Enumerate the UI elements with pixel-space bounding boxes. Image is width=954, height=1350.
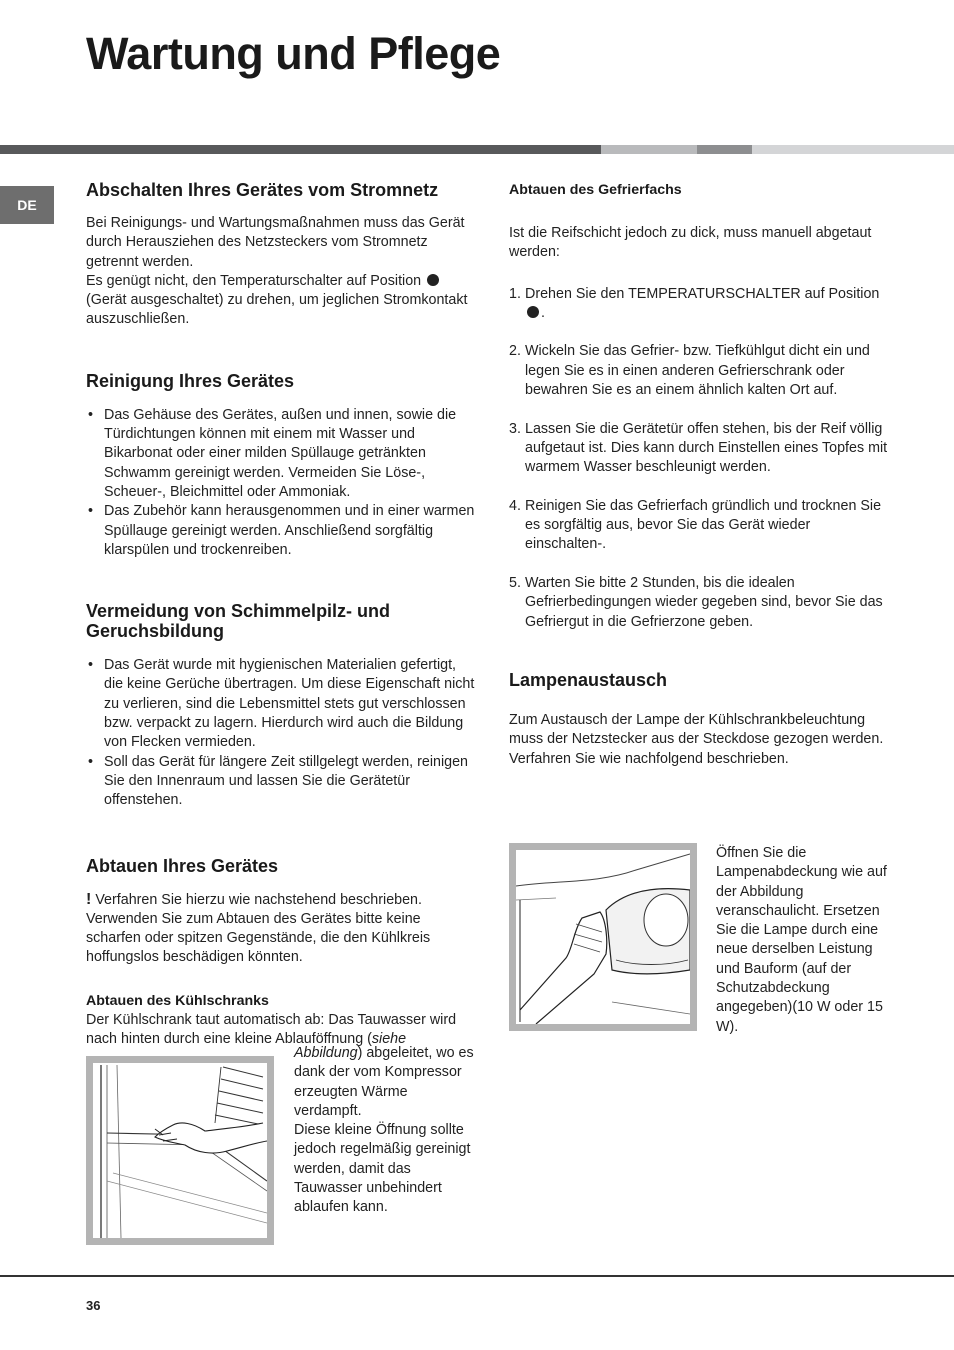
lamp-illustration [516, 850, 690, 1024]
fridge-defrost-text: Der Kühlschrank taut automatisch ab: Das Tauwasser wird nach hinten durch eine kleine Ablauföffnung ( [86, 1011, 457, 1048]
freezer-steps [509, 285, 891, 632]
list-item: • Das Gerät wurde mit hygienischen Materialien gefertigt, die keine Gerüche übertragen. Um diese Eigenschaft nicht zu verlieren, sind die Lebensmittel stets gut verschlossen bzw. verpackt zu lagern. Hierdurch wird auch die Bildung von Flecken vermieden. [86, 656, 476, 752]
list-item [509, 420, 891, 478]
page-number: 36 [86, 1298, 101, 1313]
figure-text-1: ) abgeleitet, wo es dank der vom Kompressor erzeugten Wärme verdampft. [294, 1045, 474, 1119]
power-paragraph-2 [86, 272, 476, 330]
lamp-figure [509, 843, 697, 1031]
step-text: Warten Sie bitte 2 Stunden, bis die idealen Gefrierbedingungen wieder gegeben sind, bevor Sie das Gefriergut in die Gefrierzone geben. [525, 575, 883, 630]
section-heading-power: Abschalten Ihres Gerätes vom Stromnetz [86, 180, 439, 200]
step-text: Reinigen Sie das Gefrierfach gründlich und trocknen Sie es sorgfältig aus, bevor Sie das Gerät wieder einschalten-. [525, 497, 882, 553]
position-off-icon [427, 274, 439, 286]
language-tab: DE [0, 186, 54, 224]
see-reference: siehe [371, 1031, 407, 1048]
fridge-defrost-heading: Abtauen des Kühlschranks [86, 992, 269, 1009]
fridge-drain-figure [86, 1056, 274, 1245]
list-item: • Das Zubehör kann herausgenommen und in einer warmen Spüllauge gereinigt werden. Anschließend sorgfältig klarspülen und trockenreiben. [86, 502, 476, 560]
list-item: • Das Gehäuse des Gerätes, außen und innen, sowie die Türdichtungen können mit einem mit Wasser und Bikarbonat oder einer milden Spüllauge getränkten Schwamm gereinigt werden. Vermeiden Sie Löse-, Scheuer-, Bleichmittel oder Ammoniak. [86, 406, 476, 502]
step-text: Drehen Sie den TEMPERATURSCHALTER auf Position [525, 285, 880, 302]
footer-rule [0, 1275, 954, 1277]
step-number: 3. [509, 420, 521, 437]
power-paragraph-2a: Es genügt nicht, den Temperaturschalter auf Position [86, 272, 422, 289]
list-item [509, 342, 891, 400]
list-item: • Soll das Gerät für längere Zeit stillgelegt werden, reinigen Sie den Innenraum und lassen Sie die Gerätetür offenstehen. [86, 753, 476, 811]
step-number: 4. [509, 497, 521, 514]
right-column [509, 181, 891, 769]
list-item [509, 574, 891, 632]
mold-list [86, 656, 476, 810]
step-number: 1. [509, 285, 521, 302]
defrost-paragraph [86, 890, 476, 968]
header-rule-gray [697, 145, 752, 154]
header-rule-dark [0, 145, 601, 154]
section-heading-mold: Vermeidung von Schimmelpilz- und Geruchsbildung [86, 601, 391, 642]
defrost-text: Verfahren Sie hierzu wie nachstehend beschrieben. Verwenden Sie zum Abtauen des Gerätes bitte keine scharfen oder spitzen Gegenstände, die den Kühlkreis hoffungslos beschädigen könnten. [86, 891, 431, 966]
power-paragraph-2b: (Gerät ausgeschaltet) zu drehen, um jeglichen Stromkontakt auszuschließen. [86, 292, 468, 328]
list-item [509, 285, 891, 324]
list-item [509, 497, 891, 555]
freezer-defrost-heading: Abtauen des Gefrierfachs [509, 182, 682, 198]
header-rule-mid [601, 145, 697, 154]
figure-text-2: Diese kleine Öffnung sollte jedoch regelmäßig gereinigt werden, damit das Tauwasser unbehindert ablaufen kann. [294, 1122, 471, 1216]
left-column [86, 180, 476, 1049]
step-number: 5. [509, 575, 521, 592]
step-text: Wickeln Sie das Gefrier- bzw. Tiefkühlgut dicht ein und legen Sie es in einen anderen Gefrierschrank oder bewahren Sie es an einem ähnlich kalten Ort auf. [525, 343, 870, 399]
figure-reference: Abbildung [294, 1045, 358, 1061]
page-title: Wartung und Pflege [86, 28, 501, 79]
section-heading-defrost: Abtauen Ihres Gerätes [86, 855, 279, 876]
fridge-drain-illustration [93, 1063, 267, 1238]
header-rule-light [752, 145, 954, 154]
freezer-intro: Ist die Reifschicht jedoch zu dick, muss manuell abgetaut werden: [509, 225, 872, 261]
power-paragraph-1: Bei Reinigungs- und Wartungsmaßnahmen muss das Gerät durch Herausziehen des Netzsteckers vom Stromnetz getrennt werden. [86, 215, 465, 270]
step-text: Lassen Sie die Gerätetür offen stehen, bis der Reif völlig aufgetaut ist. Dies kann durch Einstellen eines Topfes mit warmem Wasser beschleunigt werden. [525, 420, 888, 476]
lamp-paragraph: Zum Austausch der Lampe der Kühlschrankbeleuchtung muss der Netzstecker aus der Steckdose gezogen werden. Verfahren Sie wie nachfolgend beschrieben. [509, 711, 884, 767]
section-heading-lamp: Lampenaustausch [509, 669, 668, 690]
step-tail: . [541, 304, 545, 321]
lamp-figure-caption: Öffnen Sie die Lampenabdeckung wie auf der Abbildung veranschaulicht. Ersetzen Sie die Lampe durch eine neue derselben Leistung und Bauform (auf der Schutzabdeckung angegeben)(10 W oder 15 W). [716, 845, 887, 1035]
position-off-icon [527, 306, 539, 318]
fridge-figure-caption [294, 1044, 474, 1218]
cleaning-list [86, 406, 476, 560]
step-number: 2. [509, 343, 521, 360]
warning-icon: ! [86, 890, 92, 908]
section-heading-cleaning: Reinigung Ihres Gerätes [86, 370, 295, 391]
